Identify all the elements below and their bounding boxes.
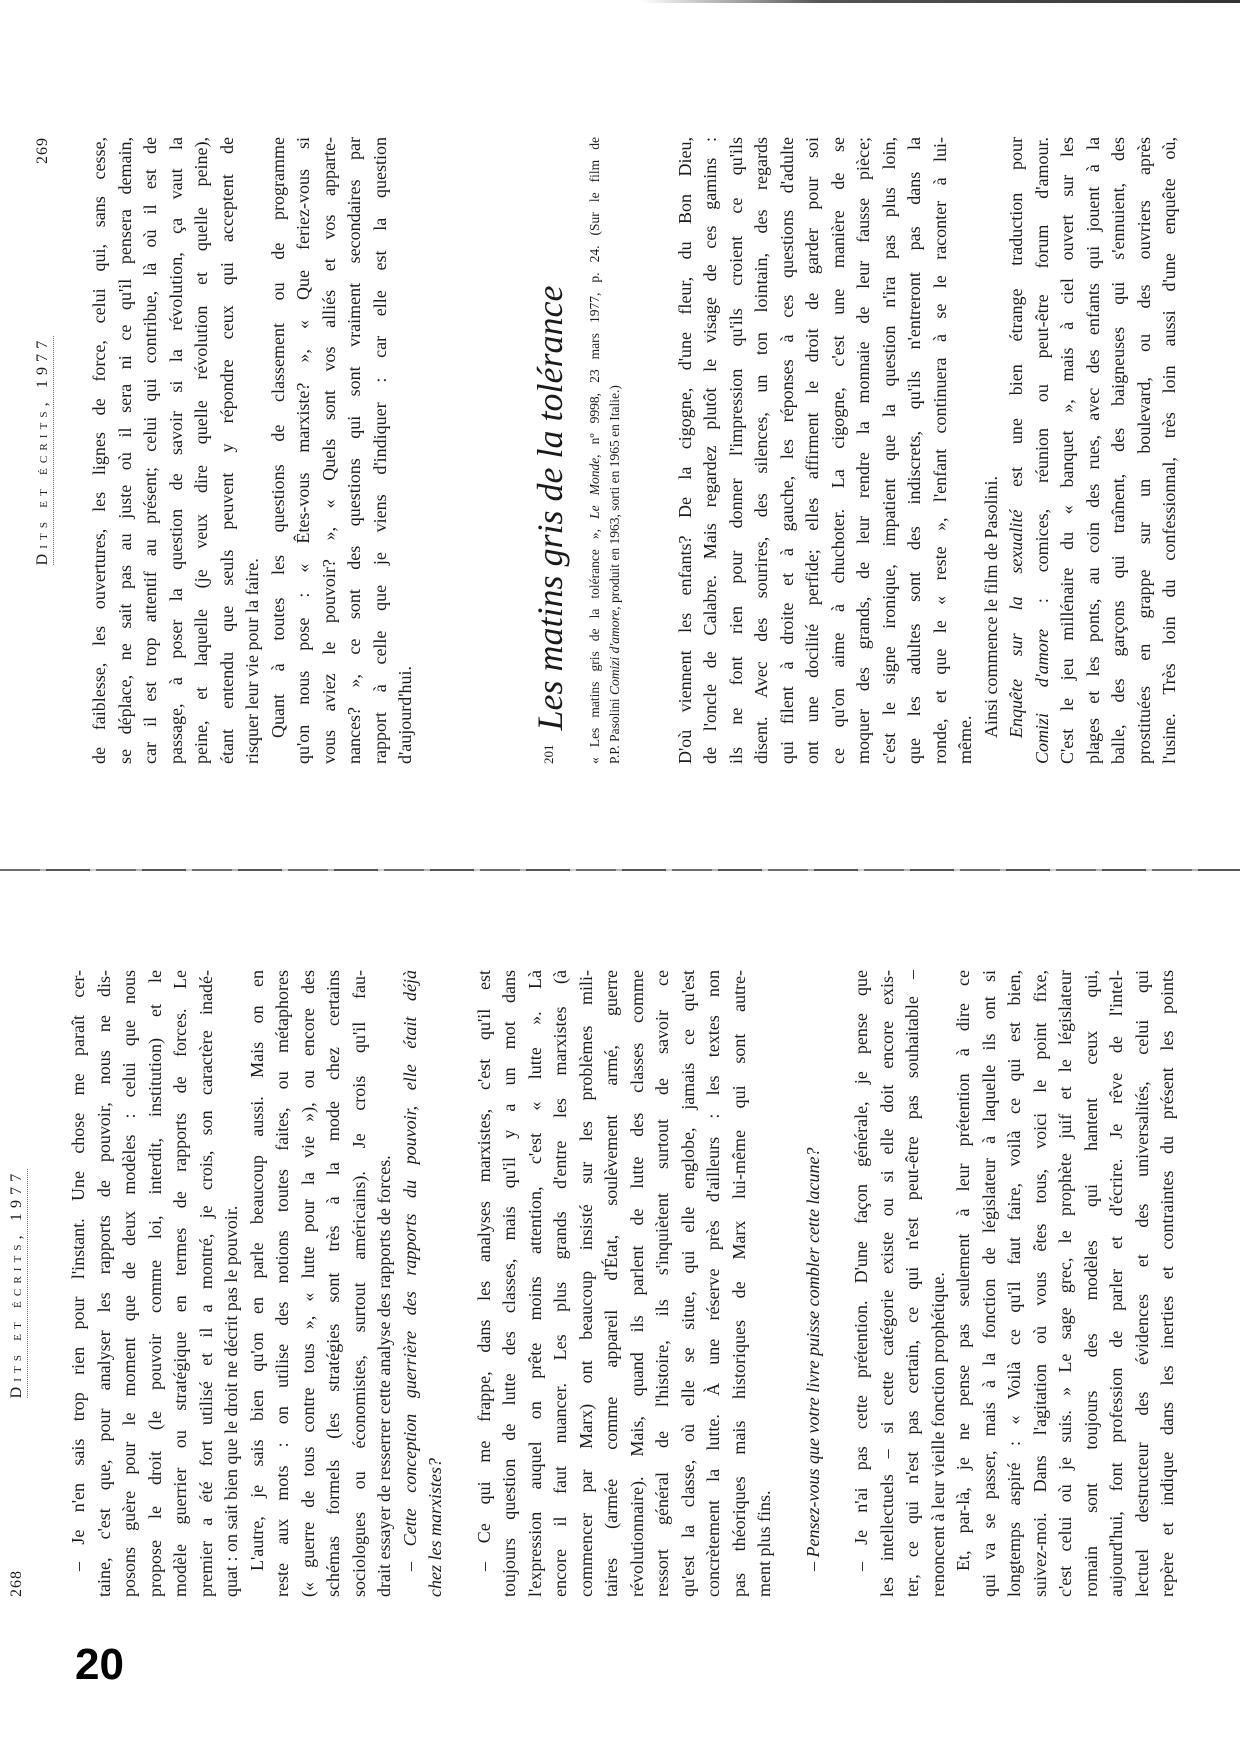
paragraph	[801, 970, 827, 1597]
text-line: moquer des grands, de leur rendre la monnaie de leur fausse pièce;	[853, 137, 873, 764]
text-line: ressort général de l'histoire, ils s'inquiètent surtout de savoir ce	[652, 970, 672, 1597]
text-line: renoncent à leur vieille fonction prophétique.	[927, 1272, 948, 1597]
text-segment: –	[399, 1546, 420, 1571]
text-segment: P.P. Pasolini	[606, 694, 622, 764]
running-head: Dits et écrits, 1977	[34, 336, 54, 566]
article-number: 201	[541, 744, 557, 764]
text-line: vous aviez le pouvoir? », « Quels sont vos alliés et vos apparte-	[318, 137, 339, 764]
text-line: plages et les ponts, au coin des rues, avec des enfants qui jouent à la	[1082, 137, 1103, 764]
text-line: ronde, et que le « reste », l'enfant continuera à se le raconter à lui-	[929, 137, 950, 764]
text-line: de l'oncle de Calabre. Mais regardez plutôt le visage de ces gamins :	[700, 137, 720, 764]
text-line: de faiblesse, les ouvertures, les lignes de force, celui qui, sans cesse,	[89, 137, 109, 764]
text-line: ce qu'on aime à chuchoter. La cigogne, c'est une manière de se	[827, 137, 848, 764]
text-line: révolutionnaire). Mais, quand ils parlent de lutte des classes comme	[626, 970, 647, 1597]
text-line: Ainsi commence le film de Pasolini.	[980, 476, 1001, 738]
text-line: reste aux mots : on utilise des notions toutes faites, ou métaphores	[272, 970, 292, 1597]
text-line: (« guerre de tous contre tous », « lutte pour la vie »), ou encore des	[297, 970, 318, 1597]
page-body	[87, 137, 1183, 764]
text-line: L'autre, je sais bien qu'on en parle beaucoup aussi. Mais on en	[246, 970, 267, 1571]
paragraph	[951, 970, 1181, 1597]
italic-segment: Le Monde	[586, 457, 602, 519]
scan-page-label: 20	[75, 1640, 124, 1689]
paragraph	[1004, 137, 1183, 764]
text-segment: , produit en 1963, sorti en 1965 en Italie.)	[606, 385, 622, 610]
italic-segment: Cette conception guerrière des rapports du pouvoir, elle était déjà	[399, 970, 420, 1547]
text-segment: : comices, réunion ou peut-être forum d'amour.	[1031, 137, 1052, 629]
text-line: qui filent à droite et à gauche, les réponses à ces questions d'adulte	[776, 137, 797, 764]
text-line: prostituées en grappe sur un boulevard, ou des ouvriers après	[1133, 137, 1154, 764]
text-line: encore il faut nuancer. Les plus grands d'entre les marxistes (à	[550, 970, 570, 1597]
text-line: c'est celui où je suis. » Le sage grec, le prophète juif et le législateur	[1055, 970, 1075, 1597]
italic-segment: Comizi d'amore	[606, 609, 622, 695]
text-line: drait essayer de resserrer cette analyse des rapports de forces.	[374, 1155, 394, 1597]
text-line: propose le droit (le pouvoir comme loi, interdit, institution) et le	[144, 970, 165, 1597]
text-line: ment plus fins.	[754, 1490, 774, 1597]
paragraph	[66, 970, 245, 1597]
source-note	[585, 137, 625, 764]
text-line: l'usine. Très loin du confessionnal, très loin aussi d'une enquête où,	[1159, 137, 1179, 764]
italic-segment: Enquête sur la sexualité	[1006, 509, 1026, 738]
text-line: qui va se passer, mais à la fonction de législateur à laquelle ils ont si	[978, 970, 999, 1597]
text-line: rapport à celle que je viens d'indiquer : car elle est la question	[369, 137, 390, 764]
article-title: Les matins gris de la tolérance	[529, 285, 570, 731]
text-line: étant entendu que seuls peuvent y répondre ceux qui acceptent de	[216, 137, 237, 764]
text-line: Quant à toutes les questions de classement ou de programme	[267, 137, 288, 738]
text-line: pas théoriques mais historiques de Marx lui-même qui sont autre-	[728, 970, 749, 1597]
text-line: longtemps aspiré : « Voilà ce qu'il faut faire, voilà ce qui est bien,	[1004, 970, 1024, 1597]
text-line: modèle guerrier ou stratégique en termes de rapports de forces. Le	[170, 970, 190, 1597]
page-number: 269	[34, 137, 51, 164]
text-line: balle, des garçons qui traînent, des baigneuses qui s'ennuient, des	[1108, 137, 1128, 764]
text-line: D'où viennent les enfants? De la cigogne, d'une fleur, du Bon Dieu,	[674, 137, 695, 764]
text-line: d'aujourd'hui.	[395, 666, 415, 764]
text-line	[605, 137, 625, 764]
paragraph	[398, 970, 449, 1597]
text-line	[801, 970, 827, 1597]
text-line: posons guère pour le moment que de deux modèles : celui que nous	[119, 970, 139, 1597]
text-line: suivez-moi. Dans l'agitation où vous êtes tous, voici le point fixe,	[1029, 970, 1050, 1597]
text-line: repère et indique dans les inerties et contraintes du présent les points	[1157, 970, 1177, 1597]
paragraph	[979, 137, 1005, 764]
text-line: commencer par Marx) ont beaucoup insisté sur les problèmes mili-	[575, 970, 596, 1597]
text-line: risquer leur vie pour la faire.	[242, 558, 262, 764]
text-line: concrètement la lutte. À une réserve près d'ailleurs : les textes non	[703, 970, 723, 1597]
paragraph	[266, 137, 419, 764]
text-line: – Ce qui me frappe, dans les analyses marxistes, c'est qu'il est	[473, 970, 494, 1571]
text-line: ter, ce qui n'est pas certain, ce qui n'est peut-être pas souhaitable –	[902, 970, 922, 1597]
article-title-block	[525, 137, 571, 764]
text-line: ils ne font rien pour donner l'impression qu'ils croient ce qu'ils	[725, 137, 746, 764]
text-line: lectuel destructeur des évidences et des universalités, celui qui	[1131, 970, 1152, 1597]
text-line: que les adultes sont des indiscrets, qu'ils n'entreront pas dans la	[904, 137, 924, 764]
running-head: Dits et écrits, 1977	[8, 1169, 28, 1399]
text-line	[585, 137, 605, 764]
text-line: c'est le signe ironique, impatient que la question n'ira pas plus loin,	[878, 137, 899, 764]
text-line: l'expression auquel on prête moins attention, c'est « lutte ». Là	[524, 970, 545, 1597]
page-header	[34, 137, 54, 764]
text-line: taine, c'est que, pour analyser les rapports de pouvoir, nous ne dis-	[93, 970, 114, 1597]
text-line: romain sont toujours des modèles qui hantent ceux qui,	[1080, 970, 1101, 1597]
text-line: passage, à poser la question de savoir si la révolution, ça vaut la	[165, 137, 186, 764]
text-line: – Je n'en sais trop rien pour l'instant. Une chose me paraît cer-	[68, 970, 88, 1571]
page-number: 268	[8, 1570, 25, 1597]
text-line: aujourd'hui, font profession de parler et d'écrire. Je rêve de l'intel-	[1106, 970, 1126, 1597]
text-line: ont une docilité perfide; elles affirment le droit de garder pour soi	[802, 137, 822, 764]
italic-segment: Pensez-vous que votre livre puisse combler cette lacune?	[802, 1147, 823, 1558]
text-line: toujours question de lutte des classes, mais qu'il y a un mot dans	[499, 970, 519, 1597]
text-line: sociologues ou économistes, surtout américains). Je crois qu'il fau-	[348, 970, 369, 1597]
text-line: taires (armée comme appareil d'État, soulèvement armé, guerre	[601, 970, 621, 1597]
paragraph	[245, 970, 398, 1597]
text-segment: , nº 9998, 23 mars 1977, p. 24. (Sur le film de	[586, 137, 602, 458]
text-line: schémas formels (les stratégies sont très à la mode chez certains	[323, 970, 343, 1597]
paragraph	[673, 137, 979, 764]
paragraph	[849, 970, 951, 1597]
text-line	[1030, 137, 1056, 764]
paragraph	[87, 137, 266, 764]
text-line: qu'on nous pose : « Êtes-vous marxiste? », « Que feriez-vous si	[293, 137, 313, 764]
text-segment: –	[802, 1557, 823, 1571]
page-header	[8, 970, 28, 1597]
italic-segment: Comizi d'amore	[1031, 628, 1052, 764]
text-line: premier a été fort utilisé et il a montré, je crois, son caractère inadé-	[195, 970, 216, 1597]
text-line: se déplace, ne sait pas au juste où il sera ni ce qu'il pensera demain,	[114, 137, 135, 764]
text-line: quat : on sait bien que le droit ne décrit pas le pouvoir.	[221, 1205, 241, 1597]
text-line	[423, 970, 449, 1597]
text-line: Et, par-là, je ne pense pas seulement à leur prétention à dire ce	[953, 970, 973, 1571]
italic-segment: chez les marxistes?	[425, 1458, 445, 1597]
text-line: nances? », ce sont des questions qui sont vraiment secondaires par	[344, 137, 364, 764]
text-line: disent. Avec des sourires, des silences, un ton lointain, des regards	[751, 137, 771, 764]
text-line: peine, et laquelle (je veux dire quelle révolution et quelle peine),	[191, 137, 211, 764]
text-line	[398, 970, 424, 1597]
text-line	[1004, 137, 1030, 764]
text-line: car il est trop attentif au présent; celui qui contribue, là où il est de	[140, 137, 160, 764]
text-line: qu'est la classe, où elle se situe, qui elle englobe, jamais ce qu'est	[677, 970, 698, 1597]
text-segment: est une bien étrange traduction pour	[1006, 137, 1026, 510]
text-line: même.	[955, 715, 975, 764]
text-line: les intellectuels – si cette catégorie existe ou si elle doit encore exis-	[876, 970, 897, 1597]
page-body	[66, 970, 1181, 1597]
text-line: C'est le jeu millénaire du « banquet », mais à ciel ouvert sur les	[1057, 137, 1077, 764]
text-segment: « Les matins gris de la tolérance »,	[586, 518, 602, 764]
paragraph	[472, 970, 778, 1597]
text-line: – Je n'ai pas cette prétention. D'une façon générale, je pense que	[851, 970, 871, 1571]
